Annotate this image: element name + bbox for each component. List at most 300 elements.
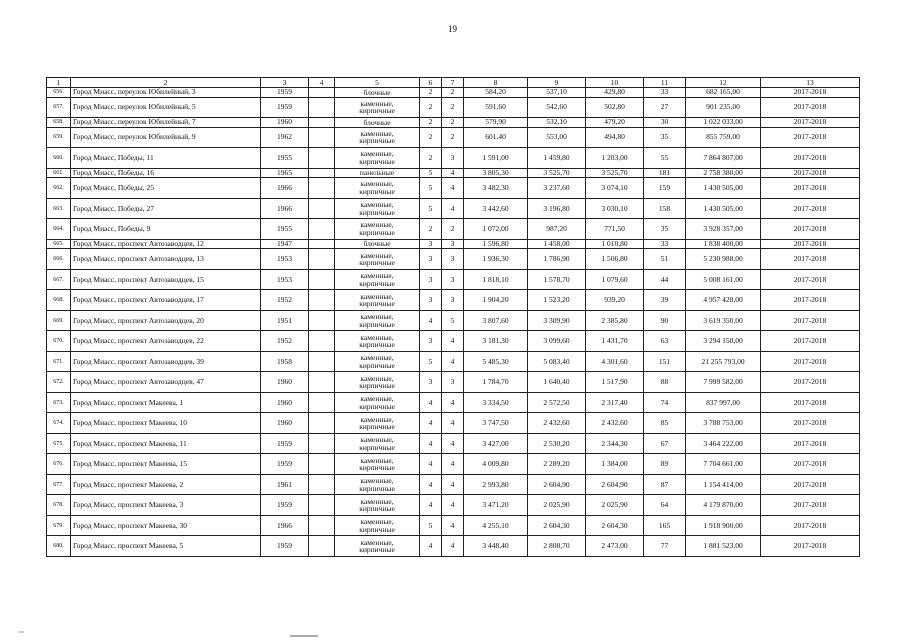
address-cell: Город Миасс, проспект Автозаводцев, 12 (71, 239, 261, 249)
material-line: кирпичные (359, 524, 395, 534)
material-cell (335, 127, 420, 148)
address-cell: Город Миасс, проспект Макеева, 3 (71, 495, 261, 516)
year-cell: 1959 (261, 454, 309, 475)
material-line: кирпичные (359, 136, 395, 146)
address-cell: Город Миасс, Победы, 27 (71, 198, 261, 219)
material-line: каменные, (360, 496, 394, 506)
total-area-cell: 3 471,20 (464, 495, 528, 516)
column-4-cell (309, 198, 335, 219)
cost-cell: 1 838 400,00 (686, 239, 761, 249)
residents-cell: 90 (644, 310, 686, 331)
row-number: 667. (47, 269, 71, 290)
floors-cell: 2 (420, 97, 442, 118)
column-4-cell (309, 148, 335, 169)
floors-cell: 5 (420, 198, 442, 219)
table-row (47, 198, 860, 219)
row-number: 672. (47, 372, 71, 393)
column-4-cell (309, 433, 335, 454)
column-header: 1 (47, 78, 71, 88)
cost-cell: 7 704 661,00 (686, 454, 761, 475)
address-cell: Город Миасс, проспект Автозаводцев, 15 (71, 269, 261, 290)
address-cell: Город Миасс, переулок Юбилейный, 7 (71, 118, 261, 128)
column-header: 6 (420, 78, 442, 88)
cost-cell: 1 881 523,00 (686, 536, 761, 557)
entrances-cell: 2 (442, 88, 464, 98)
table-row (47, 474, 860, 495)
period-cell: 2017-2018 (761, 168, 860, 178)
floors-cell: 4 (420, 392, 442, 413)
address-cell: Город Миасс, проспект Автозаводцев, 22 (71, 331, 261, 352)
period-cell: 2017-2018 (761, 413, 860, 434)
cost-cell: 3 294 150,00 (686, 331, 761, 352)
residents-cell: 87 (644, 474, 686, 495)
area-cell: 987,20 (528, 219, 586, 240)
column-4-cell (309, 536, 335, 557)
entrances-cell: 4 (442, 474, 464, 495)
total-area-cell: 1 936,30 (464, 249, 528, 270)
area-cell: 1 458,00 (528, 239, 586, 249)
period-cell: 2017-2018 (761, 127, 860, 148)
year-cell: 1960 (261, 372, 309, 393)
area-cell: 542,60 (528, 97, 586, 118)
material-line: каменные, (360, 199, 394, 209)
table-row (47, 495, 860, 516)
entrances-cell: 4 (442, 331, 464, 352)
entrances-cell: 3 (442, 290, 464, 311)
material-line: кирпичные (359, 422, 395, 432)
material-line: каменные, (360, 353, 394, 363)
material-line: кирпичные (359, 545, 395, 555)
cost-cell: 21 255 793,00 (686, 351, 761, 372)
material-cell (335, 148, 420, 169)
material-cell (335, 178, 420, 199)
entrances-cell: 3 (442, 249, 464, 270)
residents-cell: 85 (644, 413, 686, 434)
living-area-cell: 4 301,60 (586, 351, 644, 372)
floors-cell: 2 (420, 219, 442, 240)
living-area-cell: 771,50 (586, 219, 644, 240)
page-number: 19 (448, 24, 457, 34)
entrances-cell: 5 (442, 310, 464, 331)
total-area-cell: 3 448,40 (464, 536, 528, 557)
table-row (47, 413, 860, 434)
period-cell: 2017-2018 (761, 148, 860, 169)
year-cell: 1965 (261, 168, 309, 178)
cost-cell: 5 230 988,00 (686, 249, 761, 270)
living-area-cell: 939,20 (586, 290, 644, 311)
address-cell: Город Миасс, проспект Макеева, 2 (71, 474, 261, 495)
material-line: каменные, (360, 291, 394, 301)
table-row (47, 249, 860, 270)
material-cell (335, 97, 420, 118)
period-cell: 2017-2018 (761, 310, 860, 331)
row-number: 674. (47, 413, 71, 434)
table-row (47, 454, 860, 475)
floors-cell: 4 (420, 413, 442, 434)
cost-cell: 7 999 582,00 (686, 372, 761, 393)
column-4-cell (309, 127, 335, 148)
material-cell (335, 219, 420, 240)
column-4-cell (309, 351, 335, 372)
table-row (47, 351, 860, 372)
living-area-cell: 2 432,60 (586, 413, 644, 434)
column-header: 13 (761, 78, 860, 88)
area-cell: 2 432,60 (528, 413, 586, 434)
area-cell: 1 640,40 (528, 372, 586, 393)
material-line: каменные, (360, 98, 394, 108)
material-cell (335, 331, 420, 352)
entrances-cell: 4 (442, 351, 464, 372)
material-line: каменные, (360, 271, 394, 281)
period-cell: 2017-2018 (761, 239, 860, 249)
row-number: 656. (47, 88, 71, 98)
year-cell: 1958 (261, 351, 309, 372)
material-line: блочные (363, 87, 391, 97)
residents-cell: 33 (644, 239, 686, 249)
year-cell: 1952 (261, 290, 309, 311)
material-line: каменные, (360, 373, 394, 383)
total-area-cell: 3 181,30 (464, 331, 528, 352)
year-cell: 1966 (261, 515, 309, 536)
column-header: 9 (528, 78, 586, 88)
living-area-cell: 2 604,90 (586, 474, 644, 495)
table-row (47, 168, 860, 178)
material-cell (335, 454, 420, 475)
total-area-cell: 3 807,60 (464, 310, 528, 331)
residents-cell: 181 (644, 168, 686, 178)
entrances-cell: 4 (442, 536, 464, 557)
material-line: кирпичные (359, 299, 395, 309)
living-area-cell: 3 030,10 (586, 198, 644, 219)
row-number: 659. (47, 127, 71, 148)
column-4-cell (309, 331, 335, 352)
table-row (47, 178, 860, 199)
period-cell: 2017-2018 (761, 249, 860, 270)
material-line: каменные, (360, 435, 394, 445)
material-line: каменные, (360, 149, 394, 159)
area-cell: 2 572,50 (528, 392, 586, 413)
material-cell (335, 198, 420, 219)
period-cell: 2017-2018 (761, 118, 860, 128)
column-header: 2 (71, 78, 261, 88)
cost-cell: 5 008 161,00 (686, 269, 761, 290)
entrances-cell: 2 (442, 219, 464, 240)
floors-cell: 3 (420, 249, 442, 270)
area-cell: 5 083,40 (528, 351, 586, 372)
area-cell: 3 237,60 (528, 178, 586, 199)
column-4-cell (309, 118, 335, 128)
cost-cell: 1 430 505,00 (686, 178, 761, 199)
living-area-cell: 502,80 (586, 97, 644, 118)
living-area-cell: 2 604,30 (586, 515, 644, 536)
address-cell: Город Миасс, проспект Автозаводцев, 13 (71, 249, 261, 270)
total-area-cell: 1 818,10 (464, 269, 528, 290)
year-cell: 1960 (261, 392, 309, 413)
table-row (47, 219, 860, 240)
row-number: 668. (47, 290, 71, 311)
column-4-cell (309, 290, 335, 311)
column-4-cell (309, 168, 335, 178)
residents-cell: 89 (644, 454, 686, 475)
cost-cell: 4 957 428,00 (686, 290, 761, 311)
column-4-cell (309, 269, 335, 290)
living-area-cell: 479,20 (586, 118, 644, 128)
address-cell: Город Миасс, переулок Юбилейный, 3 (71, 88, 261, 98)
column-4-cell (309, 495, 335, 516)
entrances-cell: 3 (442, 148, 464, 169)
floors-cell: 4 (420, 310, 442, 331)
area-cell: 1 578,70 (528, 269, 586, 290)
cost-cell: 1 022 033,00 (686, 118, 761, 128)
material-cell (335, 310, 420, 331)
entrances-cell: 4 (442, 515, 464, 536)
material-line: кирпичные (359, 442, 395, 452)
year-cell: 1955 (261, 148, 309, 169)
period-cell: 2017-2018 (761, 331, 860, 352)
cost-cell: 1 918 900,00 (686, 515, 761, 536)
material-cell (335, 351, 420, 372)
row-number: 678. (47, 495, 71, 516)
living-area-cell: 3 074,10 (586, 178, 644, 199)
residents-cell: 51 (644, 249, 686, 270)
material-cell (335, 515, 420, 536)
entrances-cell: 4 (442, 198, 464, 219)
living-area-cell: 1 431,70 (586, 331, 644, 352)
floors-cell: 4 (420, 433, 442, 454)
total-area-cell: 1 784,70 (464, 372, 528, 393)
material-cell (335, 433, 420, 454)
row-number: 664. (47, 219, 71, 240)
column-4-cell (309, 88, 335, 98)
period-cell: 2017-2018 (761, 290, 860, 311)
housing-registry-table (46, 77, 860, 557)
year-cell: 1959 (261, 97, 309, 118)
floors-cell: 3 (420, 372, 442, 393)
area-cell: 3 196,80 (528, 198, 586, 219)
column-4-cell (309, 413, 335, 434)
material-line: кирпичные (359, 258, 395, 268)
period-cell: 2017-2018 (761, 536, 860, 557)
cost-cell: 855 759,00 (686, 127, 761, 148)
residents-cell: 64 (644, 495, 686, 516)
table-row (47, 515, 860, 536)
area-cell: 537,10 (528, 88, 586, 98)
year-cell: 1959 (261, 88, 309, 98)
row-number: 673. (47, 392, 71, 413)
year-cell: 1962 (261, 127, 309, 148)
entrances-cell: 4 (442, 392, 464, 413)
period-cell: 2017-2018 (761, 474, 860, 495)
column-header: 11 (644, 78, 686, 88)
entrances-cell: 4 (442, 454, 464, 475)
total-area-cell: 3 442,60 (464, 198, 528, 219)
column-4-cell (309, 392, 335, 413)
column-4-cell (309, 372, 335, 393)
area-cell: 1 523,20 (528, 290, 586, 311)
total-area-cell: 579,90 (464, 118, 528, 128)
material-line: каменные, (360, 455, 394, 465)
floors-cell: 4 (420, 454, 442, 475)
year-cell: 1947 (261, 239, 309, 249)
table-row (47, 239, 860, 249)
row-number: 677. (47, 474, 71, 495)
area-cell: 1 459,80 (528, 148, 586, 169)
year-cell: 1959 (261, 433, 309, 454)
material-line: каменные, (360, 312, 394, 322)
table-row (47, 331, 860, 352)
residents-cell: 88 (644, 372, 686, 393)
table-row (47, 290, 860, 311)
year-cell: 1960 (261, 413, 309, 434)
living-area-cell: 429,80 (586, 88, 644, 98)
residents-cell: 165 (644, 515, 686, 536)
floors-cell: 5 (420, 178, 442, 199)
period-cell: 2017-2018 (761, 351, 860, 372)
floors-cell: 3 (420, 239, 442, 249)
total-area-cell: 3 334,50 (464, 392, 528, 413)
residents-cell: 74 (644, 392, 686, 413)
period-cell: 2017-2018 (761, 198, 860, 219)
cost-cell: 3 619 350,00 (686, 310, 761, 331)
area-cell: 3 309,90 (528, 310, 586, 331)
column-header: 10 (586, 78, 644, 88)
floors-cell: 2 (420, 127, 442, 148)
year-cell: 1966 (261, 178, 309, 199)
material-line: кирпичные (359, 381, 395, 391)
material-line: блочные (363, 117, 391, 127)
floors-cell: 3 (420, 269, 442, 290)
living-area-cell: 1 384,00 (586, 454, 644, 475)
total-area-cell: 601,40 (464, 127, 528, 148)
period-cell: 2017-2018 (761, 269, 860, 290)
row-number: 679. (47, 515, 71, 536)
cost-cell: 1 154 414,00 (686, 474, 761, 495)
living-area-cell: 1 203,00 (586, 148, 644, 169)
row-number: 661. (47, 168, 71, 178)
period-cell: 2017-2018 (761, 495, 860, 516)
residents-cell: 39 (644, 290, 686, 311)
living-area-cell: 1 079,60 (586, 269, 644, 290)
cost-cell: 837 997,00 (686, 392, 761, 413)
year-cell: 1959 (261, 536, 309, 557)
period-cell: 2017-2018 (761, 454, 860, 475)
material-line: каменные, (360, 250, 394, 260)
material-cell (335, 239, 420, 249)
address-cell: Город Миасс, Победы, 25 (71, 178, 261, 199)
material-cell (335, 392, 420, 413)
cost-cell: 3 788 753,00 (686, 413, 761, 434)
column-header: 7 (442, 78, 464, 88)
entrances-cell: 2 (442, 97, 464, 118)
column-4-cell (309, 219, 335, 240)
year-cell: 1951 (261, 310, 309, 331)
address-cell: Город Миасс, проспект Макеева, 15 (71, 454, 261, 475)
total-area-cell: 1 072,00 (464, 219, 528, 240)
material-line: кирпичные (359, 360, 395, 370)
row-number: 680. (47, 536, 71, 557)
area-cell: 1 786,90 (528, 249, 586, 270)
material-line: кирпичные (359, 278, 395, 288)
table-row (47, 127, 860, 148)
residents-cell: 27 (644, 97, 686, 118)
period-cell: 2017-2018 (761, 219, 860, 240)
total-area-cell: 1 904,20 (464, 290, 528, 311)
column-4-cell (309, 249, 335, 270)
column-4-cell (309, 474, 335, 495)
year-cell: 1955 (261, 219, 309, 240)
row-number: 662. (47, 178, 71, 199)
total-area-cell: 584,20 (464, 88, 528, 98)
table-row (47, 433, 860, 454)
row-number: 658. (47, 118, 71, 128)
entrances-cell: 4 (442, 495, 464, 516)
material-line: каменные, (360, 537, 394, 547)
floors-cell: 3 (420, 331, 442, 352)
row-number: 671. (47, 351, 71, 372)
area-cell: 532,10 (528, 118, 586, 128)
residents-cell: 63 (644, 331, 686, 352)
material-line: кирпичные (359, 483, 395, 493)
material-line: каменные, (360, 414, 394, 424)
residents-cell: 35 (644, 127, 686, 148)
period-cell: 2017-2018 (761, 515, 860, 536)
entrances-cell: 4 (442, 413, 464, 434)
address-cell: Город Миасс, проспект Макеева, 30 (71, 515, 261, 536)
row-number: 660. (47, 148, 71, 169)
entrances-cell: 2 (442, 127, 464, 148)
floors-cell: 4 (420, 474, 442, 495)
area-cell: 2 289,20 (528, 454, 586, 475)
area-cell: 3 099,60 (528, 331, 586, 352)
entrances-cell: 4 (442, 178, 464, 199)
floors-cell: 2 (420, 148, 442, 169)
address-cell: Город Миасс, проспект Автозаводцев, 39 (71, 351, 261, 372)
address-cell: Город Миасс, переулок Юбилейный, 9 (71, 127, 261, 148)
address-cell: Город Миасс, Победы, 11 (71, 148, 261, 169)
address-cell: Город Миасс, проспект Автозаводцев, 17 (71, 290, 261, 311)
address-cell: Город Миасс, проспект Автозаводцев, 20 (71, 310, 261, 331)
column-4-cell (309, 97, 335, 118)
material-cell (335, 290, 420, 311)
column-header: 5 (335, 78, 420, 88)
entrances-cell: 2 (442, 118, 464, 128)
floors-cell: 5 (420, 515, 442, 536)
total-area-cell: 4 255,10 (464, 515, 528, 536)
address-cell: Город Миасс, проспект Макеева, 5 (71, 536, 261, 557)
material-line: каменные, (360, 332, 394, 342)
material-line: каменные, (360, 517, 394, 527)
entrances-cell: 4 (442, 168, 464, 178)
table-body (47, 78, 860, 557)
residents-cell: 158 (644, 198, 686, 219)
living-area-cell: 2 473,00 (586, 536, 644, 557)
entrances-cell: 3 (442, 372, 464, 393)
cost-cell: 3 464 222,00 (686, 433, 761, 454)
residents-cell: 35 (644, 219, 686, 240)
living-area-cell: 3 525,70 (586, 168, 644, 178)
row-number: 663. (47, 198, 71, 219)
area-cell: 553,00 (528, 127, 586, 148)
material-line: кирпичные (359, 187, 395, 197)
table-row (47, 372, 860, 393)
period-cell: 2017-2018 (761, 392, 860, 413)
material-cell (335, 474, 420, 495)
total-area-cell: 3 427,00 (464, 433, 528, 454)
year-cell: 1960 (261, 118, 309, 128)
residents-cell: 44 (644, 269, 686, 290)
floors-cell: 4 (420, 495, 442, 516)
total-area-cell: 4 009,80 (464, 454, 528, 475)
